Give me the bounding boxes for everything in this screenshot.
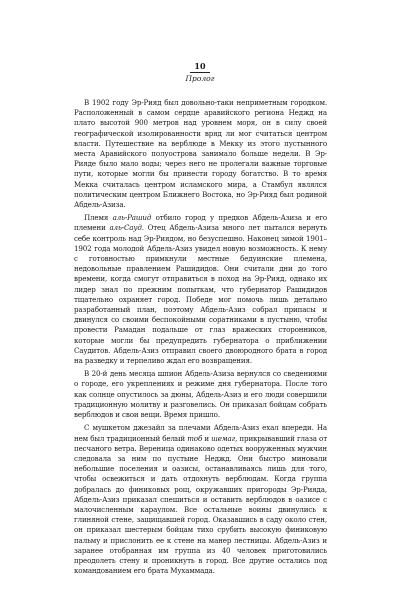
italic-term: аль-Сауд [109,223,142,233]
text-run: В 20-й день месяца шпион Абдель-Азиза вернулся со сведениями о городе, его укреплениях и режиме дня губернатора. После того как солнце опустилось за дюны, Абдель-Азиз и его люди совершили традиционную молитву и разговелись. Он приказал бойцам собрать верблюдов и свои вещи. Время пришло. [74,369,327,420]
text-run: и [202,433,212,443]
header-divider [190,72,210,73]
page-header [0,61,400,84]
italic-term: тоб [187,433,203,443]
paragraph [74,213,327,366]
text-run: Племя [84,213,113,223]
paragraph [74,98,327,210]
text-run: отбило город у предков Абдель-Азиза и его племени [74,213,328,233]
chapter-title: Пролог [185,74,215,83]
text-run: С мушкетом джезайл за плечами Абдель-Азиз ехал впереди. На нем был традиционный белый [74,423,327,443]
text-run: . Отец Абдель-Азиза много лет пытался вернуть себе контроль над Эр-Риядом, но безуспешно. Наконец зимой 1901–1902 года молодой Абдель-Азиз увидел новую возможность. К нему с готовностью примкнули местные бедуинские племена, недовольные правлением Рашидидов. Они считали дни до того времени, когда смогут отправиться в поход на Эр-Рияд, однако их лидер знал по прежним попыткам, что губернатор Рашидидов тщательно охраняет город. Победе мог помочь лишь детально разработанный план, поэтому Абдель-Азиз собрал припасы и двинулся со своими беспокойными соратниками в пустыню, чтобы провести Рамадан подальше от глаз вражеских сторонников, которые могли бы предупредить губернатора о приближении Саудитов. Абдель-Азиз отправил своего двоюродного брата в город на разведку и терпеливо ждал его возвращения. [74,223,327,366]
italic-term: шемаг [211,433,236,443]
body-text [74,98,327,579]
text-run: , прикрывавший глаза от песчаного ветра. Вереница одинаково одетых вооруженных мужчин следовала за ним по пустыне Неджд. Они быстро миновали небольшие поселения и оазисы, останавливаясь лишь для того, чтобы освежиться и дать отдохнуть верблюдам. Когда группа добралась до финиковых рощ, окружавших пригороды Эр-Рияда, Абдель-Азиз приказал спешиться и оставить верблюдов в оазисе с малочисленным караулом. Все остальные воины двинулись к глиняной стене, защищавшей город. Оказавшись в саду около стен, он приказал шестерым бойцам тихо срубить высокую финиковую пальму и прислонить ее к стене на манер лестницы. Абдель-Азиз и заранее отобранная им группа из 40 человек приготовились преодолеть стену и проникнуть в город. Все другие остались под командованием его брата Мухаммада. [74,433,327,576]
paragraph [74,423,327,576]
italic-term: аль-Рашид [112,213,152,223]
text-run: В 1902 году Эр-Рияд был довольно-таки неприметным городком. Расположенный в самом сердце аравийского региона Неджд на плато высотой 900 метров над уровнем моря, он в силу своей географической изолированности вряд ли мог считаться центром власти. Путешествие на верблюде в Мекку из этого пустынного места Аравийского полуострова занимало больше недели. В Эр-Рияде было мало воды; через него не пролегали важные торговые пути, которые могли бы принести городу богатство. В то время Мекка считалась центром исламского мира, а Стамбул являлся политическим центром Ближнего Востока, но Эр-Рияд был родиной Абдель-Азиза. [74,98,327,210]
paragraph [74,369,327,420]
page-number: 10 [194,61,206,71]
